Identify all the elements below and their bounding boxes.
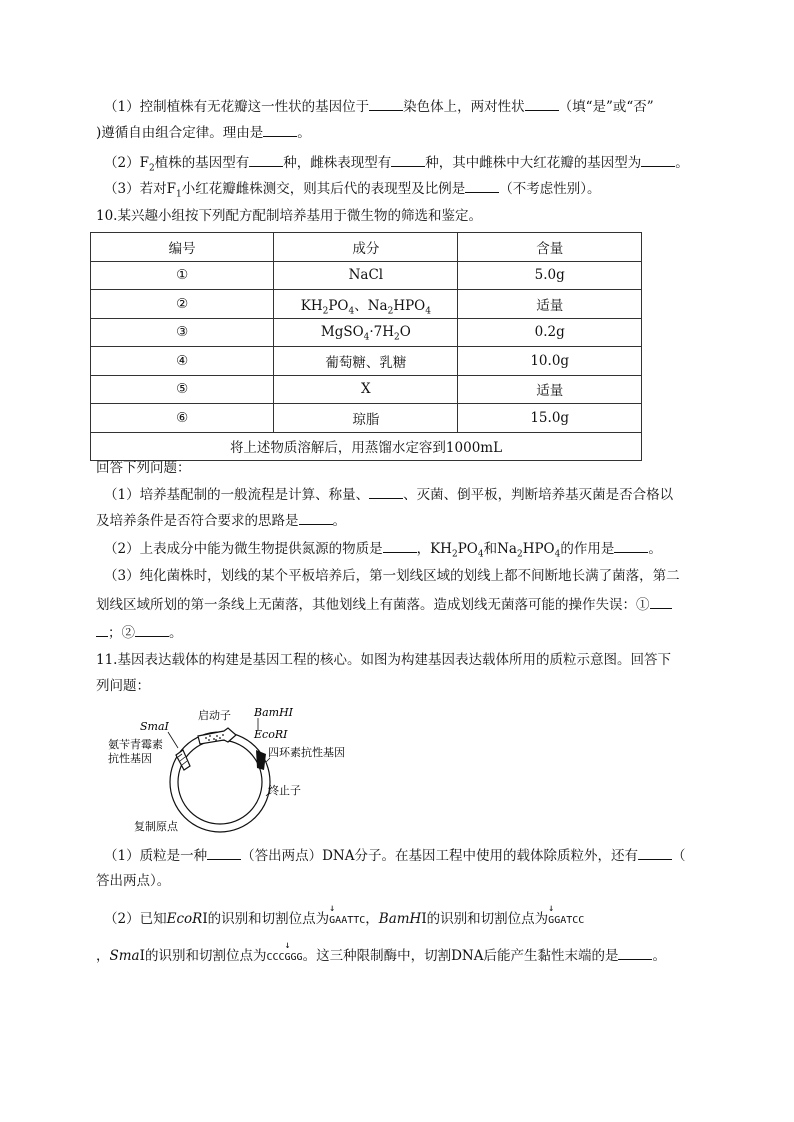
text: 染色体上，两对性状 bbox=[403, 99, 525, 115]
enzyme-name: BamH bbox=[378, 911, 422, 927]
table-row bbox=[91, 318, 642, 347]
answer-blank[interactable] bbox=[465, 178, 499, 193]
text: （2）已知 bbox=[104, 911, 167, 927]
enzyme-name: EcoR bbox=[166, 911, 203, 927]
cut-arrow: ↓ bbox=[548, 903, 555, 914]
cell-amt: 0.2g bbox=[458, 318, 642, 347]
text: 。 bbox=[297, 125, 311, 141]
text: )遵循自由组合定律。理由是 bbox=[96, 125, 264, 141]
table-header-row bbox=[91, 233, 642, 262]
q9-part1-cont bbox=[96, 122, 311, 143]
text: （3）若对F bbox=[104, 181, 176, 197]
text: （1）培养基配制的一般流程是计算、称量、 bbox=[104, 487, 370, 503]
q11-intro: 11.基因表达载体的构建是基因工程的核心。如图为构建基因表达载体所用的质粒示意图。回答下 bbox=[96, 652, 671, 668]
answer-blank[interactable] bbox=[638, 845, 672, 860]
cut-arrow: ↓ bbox=[284, 940, 291, 951]
q10-intro: 10.某兴趣小组按下列配方配制培养基用于微生物的筛选和鉴定。 bbox=[96, 208, 482, 224]
ecori-site bbox=[329, 903, 366, 931]
subscript: 1 bbox=[175, 189, 182, 200]
cell-amt: 5.0g bbox=[458, 261, 642, 290]
text: 。 bbox=[652, 948, 666, 964]
ecori-label: EcoRⅠ bbox=[254, 728, 288, 741]
text: （1）控制植株有无花瓣这一性状的基因位于 bbox=[104, 99, 370, 115]
table-row bbox=[91, 347, 642, 376]
text: 。这三种限制酶中，切割DNA后能产生黏性末端的是 bbox=[302, 948, 619, 964]
cell-amt: 适量 bbox=[458, 290, 642, 319]
answer-blank[interactable] bbox=[391, 152, 425, 167]
text: 种，其中雌株中大红花瓣的基因型为 bbox=[425, 155, 642, 171]
subscript: 2 bbox=[148, 163, 155, 174]
header-cell: 含量 bbox=[458, 233, 642, 262]
culture-medium-table bbox=[90, 232, 642, 461]
answer-blank[interactable] bbox=[650, 594, 672, 609]
q11-part2-cont bbox=[96, 940, 666, 968]
answer-prompt: 回答下列问题： bbox=[96, 460, 191, 476]
table-row bbox=[91, 404, 642, 433]
header-cell: 编号 bbox=[91, 233, 274, 262]
amp-label-line1: 氨苄青霉素 bbox=[108, 738, 163, 751]
answer-blank[interactable] bbox=[207, 845, 241, 860]
q11-intro-cont: 列问题： bbox=[96, 678, 150, 694]
q11-part2 bbox=[104, 903, 585, 931]
bamhi-site bbox=[548, 903, 585, 931]
text: ， bbox=[416, 541, 431, 557]
cell-comp: NaCl bbox=[274, 261, 458, 290]
smai-site bbox=[266, 940, 303, 968]
sequence: CCCGGG bbox=[266, 952, 303, 963]
answer-blank[interactable] bbox=[525, 96, 559, 111]
cell-amt: 15.0g bbox=[458, 404, 642, 433]
text: Ⅰ的识别和切割位点为 bbox=[202, 911, 330, 927]
answer-blank[interactable] bbox=[96, 622, 108, 637]
q9-part1 bbox=[104, 96, 654, 117]
cut-arrow: ↓ bbox=[329, 903, 336, 914]
text: （1）质粒是一种 bbox=[104, 848, 208, 864]
text: 、灭菌、倒平板，判断培养基灭菌是否合格以 bbox=[403, 487, 674, 503]
origin-label: 复制原点 bbox=[134, 820, 178, 833]
text: 。 bbox=[332, 513, 346, 529]
cell-comp: $KH_2PO_4$、$Na_2HPO_4$ bbox=[274, 290, 458, 319]
answer-blank[interactable] bbox=[383, 538, 417, 553]
text: 小红花瓣雌株测交，则其后代的表现型及比例是 bbox=[181, 181, 466, 197]
cell-id: ④ bbox=[91, 347, 274, 376]
text: 植株的基因型有 bbox=[154, 155, 250, 171]
tet-resistance-segment bbox=[256, 750, 266, 770]
q11-part1-cont: 答出两点）。 bbox=[96, 873, 171, 889]
terminator-label: 终止子 bbox=[268, 784, 301, 797]
q9-part3 bbox=[104, 178, 600, 199]
q10-part1 bbox=[104, 484, 673, 505]
text: 种，雌株表现型有 bbox=[283, 155, 392, 171]
table-footer: 将上述物质溶解后，用蒸馏水定容到1000mL bbox=[91, 432, 642, 461]
cell-comp: 琼脂 bbox=[274, 404, 458, 433]
q11-part1 bbox=[104, 845, 685, 866]
table-footer-row bbox=[91, 432, 642, 461]
sequence: GGATCC bbox=[548, 915, 585, 926]
cell-amt: 10.0g bbox=[458, 347, 642, 376]
text: 划线区域所划的第一条线上无菌落，其他划线上有菌落。造成划线无菌落可能的操作失误：① bbox=[96, 597, 650, 613]
text: ；② bbox=[108, 625, 135, 641]
text: Ⅰ的识别和切割位点为 bbox=[139, 948, 267, 964]
q10-part3-cont bbox=[96, 594, 672, 615]
q9-part2 bbox=[104, 152, 689, 173]
q10-part1-cont bbox=[96, 510, 346, 531]
text: （ bbox=[671, 848, 686, 864]
answer-blank[interactable] bbox=[299, 510, 333, 525]
text: （2）F bbox=[104, 155, 149, 171]
cell-id: ② bbox=[91, 290, 274, 319]
text: 的作用是 bbox=[560, 541, 615, 557]
table-row bbox=[91, 290, 642, 319]
q10-part3: （3）纯化菌株时，划线的某个平板培养后，第一划线区域的划线上都不间断地长满了菌落，第二 bbox=[104, 568, 680, 584]
text: （2）上表成分中能为微生物提供氮源的物质是 bbox=[104, 541, 383, 557]
cell-comp: X bbox=[274, 375, 458, 404]
cell-comp: $MgSO_4\cdot 7H_2O$ bbox=[274, 318, 458, 347]
table-row bbox=[91, 261, 642, 290]
answer-blank[interactable] bbox=[263, 122, 297, 137]
answer-blank[interactable] bbox=[618, 945, 652, 960]
q10-part2 bbox=[104, 538, 662, 559]
text: 。 bbox=[675, 155, 689, 171]
amp-label-line2: 抗性基因 bbox=[108, 752, 152, 765]
cell-id: ⑤ bbox=[91, 375, 274, 404]
formula: $KH_2PO_4$和$Na_2HPO_4$ bbox=[430, 541, 561, 560]
cell-amt: 适量 bbox=[458, 375, 642, 404]
header-cell: 成分 bbox=[274, 233, 458, 262]
answer-blank[interactable] bbox=[369, 484, 403, 499]
answer-blank[interactable] bbox=[249, 152, 283, 167]
plasmid-ring bbox=[170, 732, 270, 832]
amp-resistance-segment bbox=[176, 750, 190, 770]
answer-blank[interactable] bbox=[369, 96, 403, 111]
answer-blank[interactable] bbox=[641, 152, 675, 167]
promoter-label: 启动子 bbox=[198, 709, 231, 722]
table-row bbox=[91, 375, 642, 404]
q10-part3-end bbox=[96, 622, 183, 643]
cell-comp: 葡萄糖、乳糖 bbox=[274, 347, 458, 376]
cell-id: ③ bbox=[91, 318, 274, 347]
bamhi-label: BamHⅠ bbox=[254, 706, 294, 719]
plasmid-diagram bbox=[108, 700, 380, 840]
sequence: GAATTC bbox=[329, 915, 366, 926]
text: ， bbox=[365, 911, 379, 927]
text: （答出两点）DNA分子。在基因工程中使用的载体除质粒外，还有 bbox=[241, 848, 638, 864]
cell-id: ⑥ bbox=[91, 404, 274, 433]
text: 。 bbox=[169, 625, 183, 641]
text: （不考虑性别）。 bbox=[499, 181, 601, 197]
smai-label: SmaⅠ bbox=[140, 720, 169, 733]
cell-id: ① bbox=[91, 261, 274, 290]
answer-blank[interactable] bbox=[135, 622, 169, 637]
tet-label: 四环素抗性基因 bbox=[268, 746, 345, 759]
text: Ⅰ的识别和切割位点为 bbox=[421, 911, 549, 927]
answer-blank[interactable] bbox=[614, 538, 648, 553]
text: ， bbox=[96, 948, 110, 964]
enzyme-name: Sma bbox=[109, 948, 140, 964]
text: 。 bbox=[648, 541, 662, 557]
text: 及培养条件是否符合要求的思路是 bbox=[96, 513, 299, 529]
text: （填“是”或“否” bbox=[558, 99, 654, 115]
